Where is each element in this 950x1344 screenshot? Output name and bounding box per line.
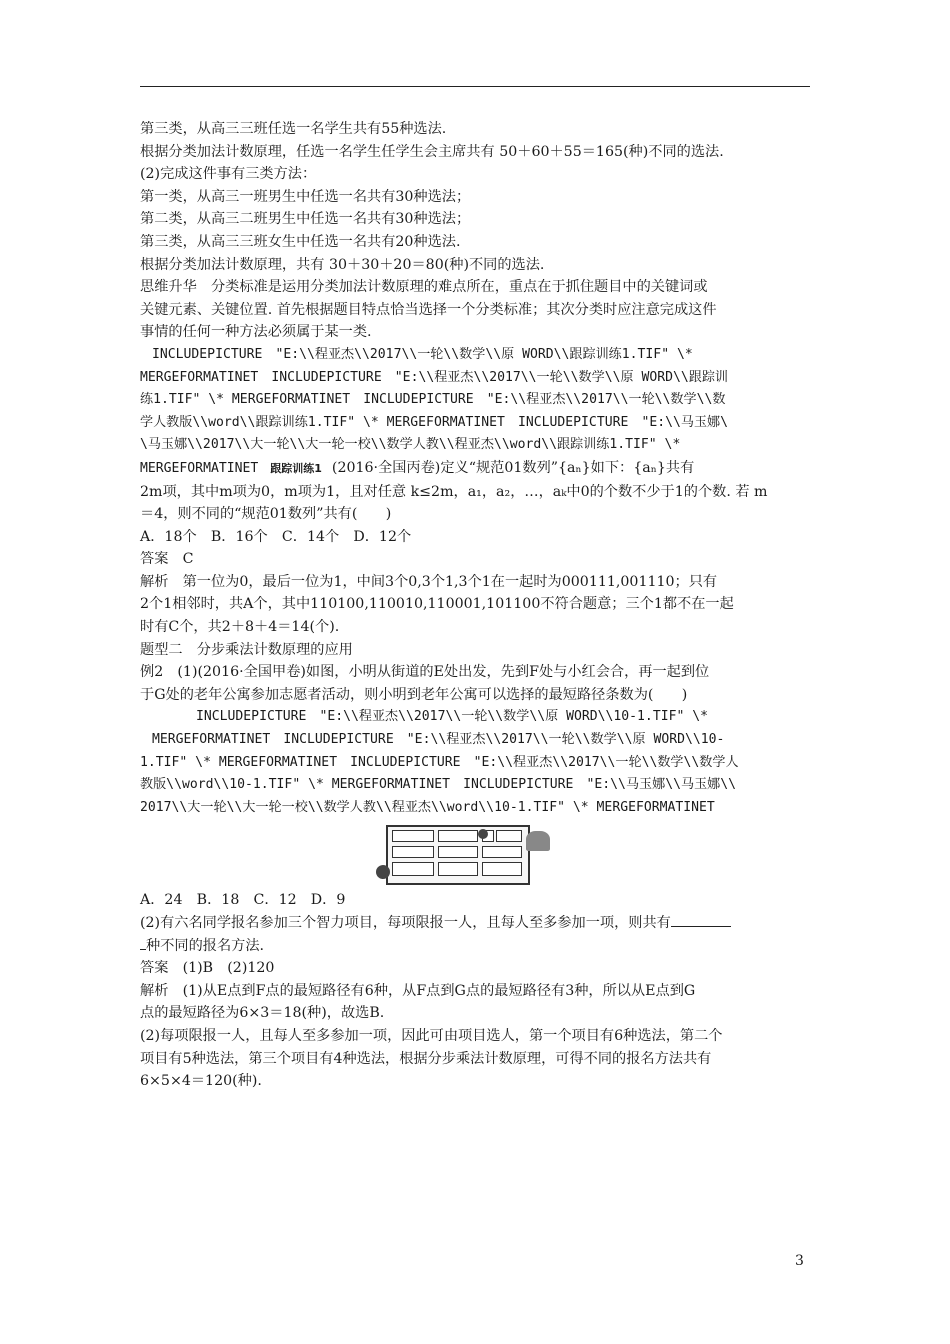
analysis-line: 项目有5种选法，第三个项目有4种选法，根据分步乘法计数原理，可得不同的报名方法共有 [140,1050,712,1067]
field-code-line: 学人教版\\word\\跟踪训练1.TIF" \* MERGEFORMATINET INCLUDEPICTURE "E:\\马玉娜\ [140,414,729,430]
question-first-line [140,457,816,481]
analysis-line: 解析 (1)从E点到F点的最短路径有6种，从F点到G点的最短路径有3种，所以从E点到G [140,982,696,999]
text-line: 第三类，从高三三班任选一名学生共有55种选法. [140,121,447,137]
example-line: 例2 (1)(2016·全国甲卷)如图，小明从街道的E处出发，先到F处与小红会合，再一起到位 [140,664,710,681]
analysis-line: 解析 第一位为0，最后一位为1，中间3个0,3个1,3个1在一起时为000111,001110；只有 [140,573,718,590]
building-icon [526,831,550,851]
page-body [140,118,816,1093]
field-code-line: 1.TIF" \* MERGEFORMATINET INCLUDEPICTURE "E:\\程亚杰\\2017\\一轮\\数学\\数学人 [140,754,739,770]
options-line: A．18个 B．16个 C．14个 D．12个 [140,528,412,545]
summary-line: 思维升华 分类标准是运用分类加法计数原理的难点所在，重点在于抓住题目中的关键词或 [140,279,708,296]
text-line: ＝4，则不同的“规范01数列”共有( ) [140,506,392,523]
field-code-line: MERGEFORMATINET INCLUDEPICTURE "E:\\程亚杰\\2017\\一轮\\数学\\原 WORD\\跟踪训 [140,369,729,385]
answer-line: 答案 C [140,551,194,568]
street-block [392,846,434,858]
field-code-line: \马玉娜\\2017\\大一轮\\大一轮一校\\数学人教\\程亚杰\\word\\跟踪训练1.TIF" \* [140,437,681,453]
question-text: (2)有六名同学报名参加三个智力项目，每项限报一人，且每人至多参加一项，则共有 [140,915,671,931]
text-line: 根据分类加法计数原理，任选一名学生任学生会主席共有 50＋60＋55＝165(种)不同的选法. [140,143,724,160]
text-line: (2)完成这件事有三类方法： [140,166,317,183]
example-line: 于G处的老年公寓参加志愿者活动，则小明到老年公寓可以选择的最短路径条数为( ) [140,686,688,703]
options-line: A．24 B．18 C．12 D．9 [140,892,346,909]
analysis-line: 6×5×4＝120(种). [140,1073,262,1090]
question-line [140,935,816,958]
street-block [392,862,434,876]
text-line: 根据分类加法计数原理，共有 30＋30＋20＝80(种)不同的选法. [140,256,545,273]
street-block [392,830,434,842]
answer-line: 答案 (1)B (2)120 [140,960,275,977]
street-block [496,830,522,842]
street-map-figure [370,825,550,885]
street-block [438,862,478,876]
page-number: 3 [795,1253,804,1269]
analysis-line: (2)每项限报一人，且每人至多参加一项，因此可由项目选人，第一个项目有6种选法，第二个 [140,1027,723,1044]
answer-blank [671,926,731,927]
practice-badge: 跟踪训练1 [270,461,322,475]
field-code-end: MERGEFORMATINET [140,460,259,476]
street-block [482,862,522,876]
header-rule [140,86,810,87]
text-line: 2m项，其中m项为0，m项为1，且对任意 k≤2m，a₁，a₂，…，aₖ中0的个数不少于1的个数. 若 m [140,483,768,500]
question-text: (2016·全国丙卷)定义“规范01数列”{aₙ}如下：{aₙ}共有 [331,459,695,476]
street-block [438,830,478,842]
analysis-line: 时有C个，共2＋8＋4＝14(个). [140,619,340,636]
text-line: 第三类，从高三三班女生中任选一名共有20种选法. [140,233,461,250]
question-text: 种不同的报名方法. [146,937,265,954]
text-line: 第一类，从高三一班男生中任选一名共有30种选法； [140,188,471,205]
summary-line: 关键元素、关键位置. 首先根据题目特点恰当选择一个分类标准；其次分类时应注意完成这件 [140,301,717,318]
street-block [438,846,478,858]
street-block [482,846,522,858]
summary-line: 事情的任何一种方法必须属于某一类. [140,324,372,341]
field-code-line: 教版\\word\\10-1.TIF" \* MERGEFORMATINET INCLUDEPICTURE "E:\\马玉娜\\马玉娜\\ [140,777,737,793]
section-heading: 题型二 分步乘法计数原理的应用 [140,641,353,658]
question-line [140,912,816,935]
field-code-line: INCLUDEPICTURE "E:\\程亚杰\\2017\\一轮\\数学\\原 WORD\\跟踪训练1.TIF" \* [152,346,693,362]
field-code-line: 练1.TIF" \* MERGEFORMATINET INCLUDEPICTURE "E:\\程亚杰\\2017\\一轮\\数学\\数 [140,392,726,408]
analysis-line: 点的最短路径为6×3＝18(种)，故选B. [140,1005,385,1022]
analysis-line: 2个1相邻时，共A个，其中110100,110010,110001,101100不符合题意；三个1都不在一起 [140,596,734,613]
field-code-line: 2017\\大一轮\\大一轮一校\\数学人教\\程亚杰\\word\\10-1.TIF" \* MERGEFORMATINET [140,799,715,815]
field-code-line: MERGEFORMATINET INCLUDEPICTURE "E:\\程亚杰\\2017\\一轮\\数学\\原 WORD\\10- [152,732,725,748]
field-code-line: INCLUDEPICTURE "E:\\程亚杰\\2017\\一轮\\数学\\原 WORD\\10-1.TIF" \* [196,709,708,725]
text-line: 第二类，从高三二班男生中任选一名共有30种选法； [140,211,471,228]
